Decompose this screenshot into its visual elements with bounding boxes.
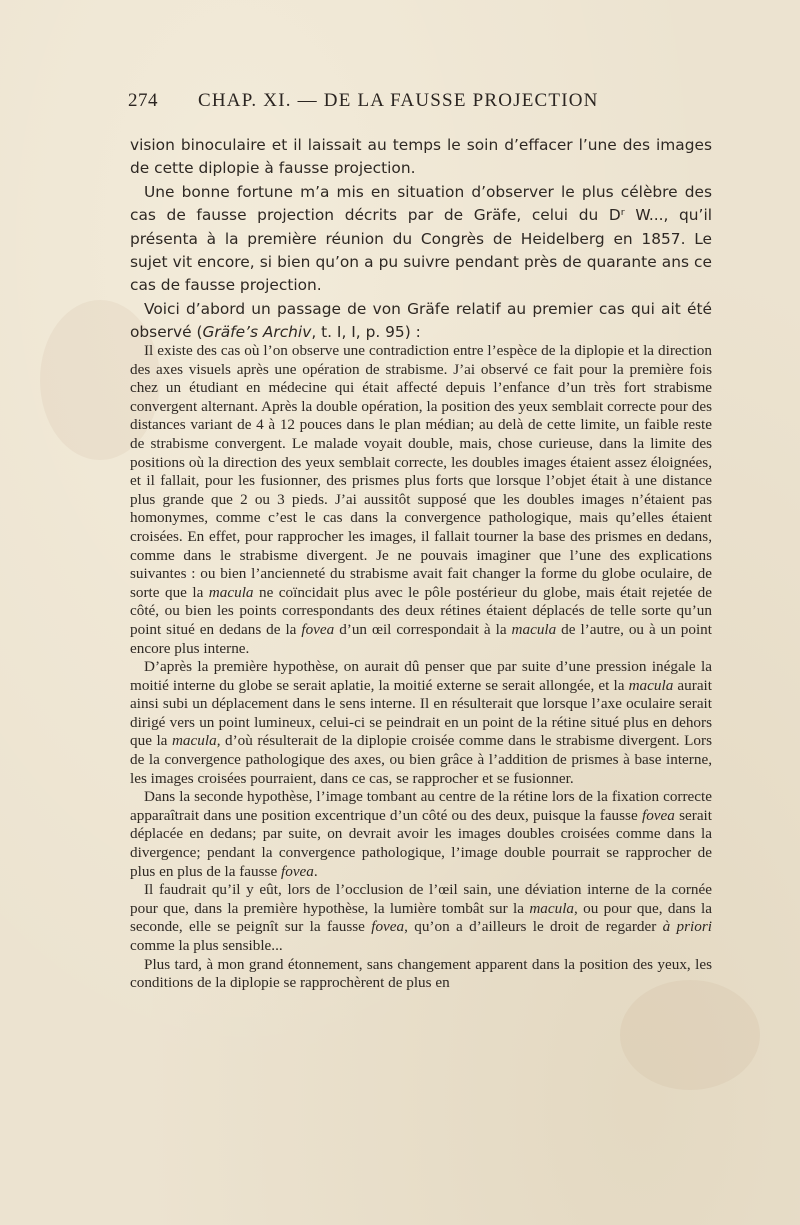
text-run: , t. I, I, p. 95) :	[311, 323, 421, 342]
term: fovea	[641, 806, 675, 824]
text-run: ne coïncidait plus avec le pôle postérieur du globe, mais était rejetée de côté, ou bien les points correspondants des deux rétines étaient déplacés de telle sorte qu’un point situé en dedans de la	[130, 583, 712, 638]
term: macula	[529, 899, 575, 917]
text-run: de l’autre, ou à un point encore plus interne.	[130, 620, 712, 657]
paper-stain	[620, 980, 760, 1090]
paragraph	[130, 298, 712, 345]
term: macula	[171, 732, 217, 750]
paragraph: vision binoculaire et il laissait au temps le soin d’effacer l’une des images de cette diplopie à fausse projection.	[130, 136, 712, 178]
term: macula	[208, 583, 254, 601]
term: fovea	[281, 862, 314, 880]
text-run: Voici d’abord un passage de von Gräfe relatif au premier cas qui ait été observé (	[130, 299, 712, 342]
text-run: Dans la seconde hypothèse, l’image tombant au centre de la rétine lors de la fixation correcte apparaîtrait dans une position excentrique d’un côté ou des deux, puisque la fausse	[130, 788, 712, 824]
term: fovea	[371, 918, 405, 936]
quote-paragraph	[130, 881, 712, 955]
text-run: , ou pour que, dans la seconde, elle se peignît sur la fausse	[130, 899, 712, 936]
text-run: , d’où résulterait de la diplopie croisée comme dans le strabisme divergent. Lors de la convergence pathologique des axes, ou bien grâce à l’addition de prismes à base interne, les images croisées pourraient, dans ce cas, se rapprocher et se fusionner.	[130, 732, 712, 787]
citation-title: Gräfe’s Archiv	[202, 323, 312, 342]
text-run: .	[313, 862, 318, 880]
page-number: 274	[128, 90, 158, 111]
text-run: d’un œil correspondait à la	[334, 620, 512, 638]
term: à priori	[662, 918, 712, 936]
text-run: Il faudrait qu’il y eût, lors de l’occlusion de l’œil sain, une déviation interne de la cornée pour que, dans la première hypothèse, la lumière tombât sur la	[130, 881, 712, 917]
text-run: comme la plus sensible...	[130, 937, 283, 954]
quote-paragraph	[130, 788, 712, 881]
text-run: Il existe des cas où l’on observe une contradiction entre l’espèce de la diplopie et la direction des axes visuels après une opération de strabisme. J’ai observé ce fait pour la première fois chez un étudiant en médecine qui était affecté depuis l’enfance d’un très fort strabisme convergent alternant. Après la double opération, la position des yeux semblait correcte pour des distances variant de 4 à 12 pouces dans le plan médian; au delà de cette limite, un faible reste de strabisme convergent. Le malade voyait double, mais, chose curieuse, dans la limite des positions où la direction des yeux semblait correcte, les doubles images étaient assez éloignées, et il fallait, pour les fusionner, des prismes plus forts que lorsque l’objet était à une distance plus grande que 2 ou 3 pieds. J’ai aussitôt supposé que les doubles images n’étaient pas homonymes, comme c’est le cas dans la convergence pathologique, mais qu’elles étaient croisées. En effet, pour rapprocher les images, il fallait tourner la base des prismes en dedans, comme dans le strabisme divergent. Je ne pouvais imaginer que l’une des explications suivantes : ou bien l’ancienneté du strabisme avait fait changer la forme du globe oculaire, de sorte que la	[130, 342, 712, 601]
text-run: aurait ainsi subi un déplacement dans le sens interne. Il en résulterait que lorsque l’axe oculaire serait dirigé vers un point lumineux, celui-ci se peindrait en un point de la rétine situé plus en dehors que la	[130, 676, 712, 750]
term: macula	[628, 676, 674, 694]
quote-paragraph: Plus tard, à mon grand étonnement, sans changement apparent dans la position des yeux, les conditions de la diplopie se rapprochèrent de plus en	[130, 955, 712, 992]
term: fovea	[301, 620, 335, 638]
running-title: CHAP. XI. — DE LA FAUSSE PROJECTION	[198, 90, 599, 111]
text-run: D’après la première hypothèse, on aurait dû penser que par suite d’une pression inégale la moitié interne du globe se serait aplatie, la moitié externe se serait allongée, et la	[130, 658, 712, 694]
term: macula	[511, 620, 557, 638]
page-header	[128, 90, 690, 118]
block-quote	[130, 342, 712, 993]
text-run: serait déplacée en dedans; par suite, on devrait avoir les images doubles croisées comme dans la divergence; pendant la convergence pathologique, l’image double pourrait se rapprocher de plus en plus de la fausse	[130, 806, 712, 880]
quote-paragraph	[130, 342, 712, 658]
paragraph: Une bonne fortune m’a mis en situation d’observer le plus célèbre des cas de fausse projection décrits par de Gräfe, celui du Dʳ W..., qu’il présenta à la première réunion du Congrès de Heidelberg en 1857. Le sujet vit encore, si bien qu’on a pu suivre pendant près de quarante ans ce cas de fausse projection.	[130, 182, 712, 295]
text-run: , qu’on a d’ailleurs le droit de regarder	[404, 918, 663, 936]
quote-paragraph	[130, 658, 712, 788]
body-text	[130, 134, 712, 345]
